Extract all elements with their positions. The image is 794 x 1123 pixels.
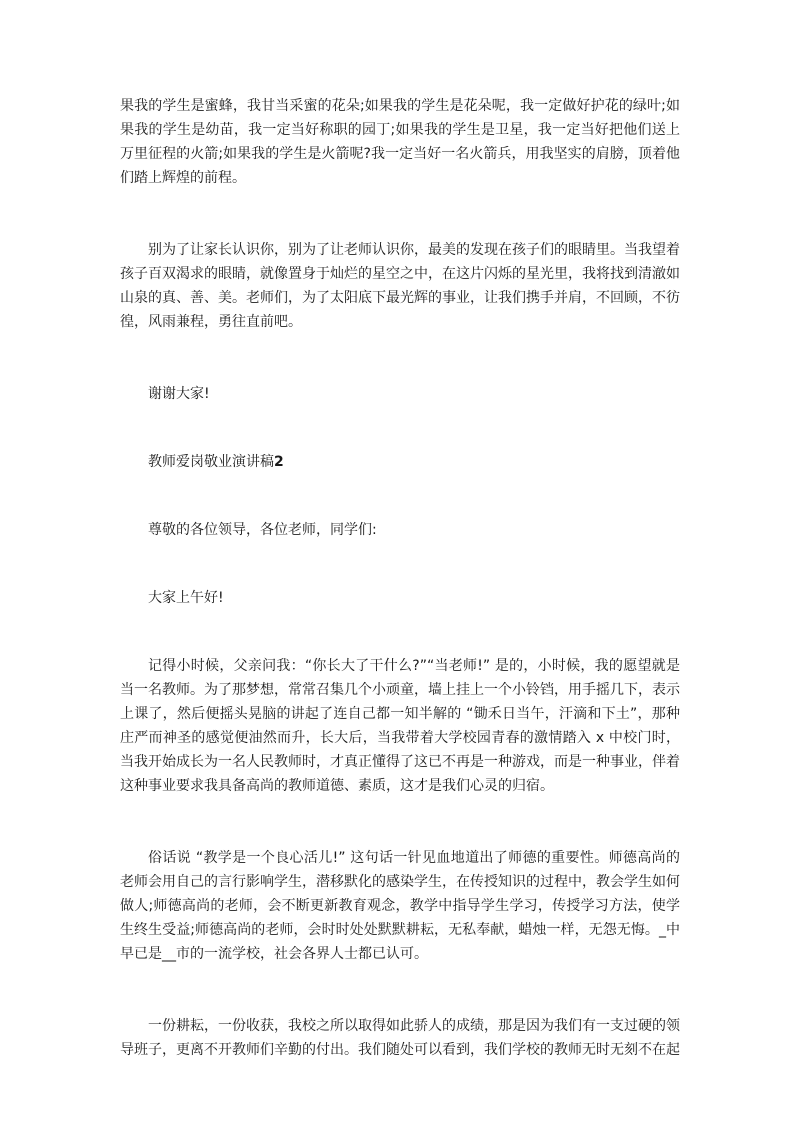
document-page — [120, 94, 680, 1062]
paragraph-1: 果我的学生是蜜蜂，我甘当采蜜的花朵;如果我的学生是花朵呢，我一定做好护花的绿叶;如果我的学生是幼苗，我一定当好称职的园丁;如果我的学生是卫星，我一定当好把他们送上万里征程的火箭;如果我的学生是火箭呢?我一定当好一名火箭兵，用我坚实的肩膀，顶着他们踏上辉煌的前程。 — [120, 98, 680, 186]
section-heading-title: 教师爱岗敬业演讲稿 — [148, 454, 274, 470]
paragraph-teacher-ethics: 俗话说 “教学是一个良心活儿!” 这句话一针见血地道出了师德的重要性。师德高尚的老师会用自己的言行影响学生，潜移默化的感染学生，在传授知识的过程中，教会学生如何做人;师德高尚的老师，会不断更新教育观念，教学中指导学生学习，传授学习方法，使学生终生受益;师德高尚的老师，会时时处处默默耕耘，无私奉献，蜡烛一样，无怨无悔。_中早已是__市的一流学校，社会各界人士都已认可。 — [120, 850, 680, 962]
salutation: 尊敬的各位领导，各位老师，同学们: — [148, 522, 377, 538]
paragraph-childhood: 记得小时候，父亲问我：“你长大了干什么?”“当老师!” 是的，小时候，我的愿望就是当一名教师。为了那梦想，常常召集几个小顽童，墙上挂上一个小铃铛，用手摇几下，表示上课了，然后便摇头晃脑的讲起了连自己都一知半解的 “锄禾日当午，汗滴和下土”，那种庄严而神圣的感觉便油然而升，长大后，当我带着大学校园青春的激情踏入 x 中校门时，当我开始成长为一名人民教师时，才真正懂得了这已不再是一种游戏，而是一种事业，伴着这种事业要求我具备高尚的教师道德、素质，这才是我们心灵的归宿。 — [120, 658, 680, 794]
paragraph-harvest: 一份耕耘，一份收获，我校之所以取得如此骄人的成绩，那是因为我们有一支过硬的领导班子，更离不开教师们辛勤的付出。我们随处可以看到，我们学校的教师无时无刻不在起 — [120, 1018, 680, 1058]
closing-thanks: 谢谢大家! — [148, 386, 210, 402]
section-heading-number: 2 — [274, 454, 284, 470]
greeting: 大家上午好! — [148, 590, 224, 606]
section-heading — [120, 450, 680, 474]
paragraph-2: 别为了让家长认识你，别为了让老师认识你，最美的发现在孩子们的眼睛里。当我望着孩子百双渴求的眼睛，就像置身于灿烂的星空之中，在这片闪烁的星光里，我将找到清澈如山泉的真、善、美。老师们，为了太阳底下最光辉的事业，让我们携手并肩，不回顾，不彷徨，风雨兼程，勇往直前吧。 — [120, 242, 680, 330]
